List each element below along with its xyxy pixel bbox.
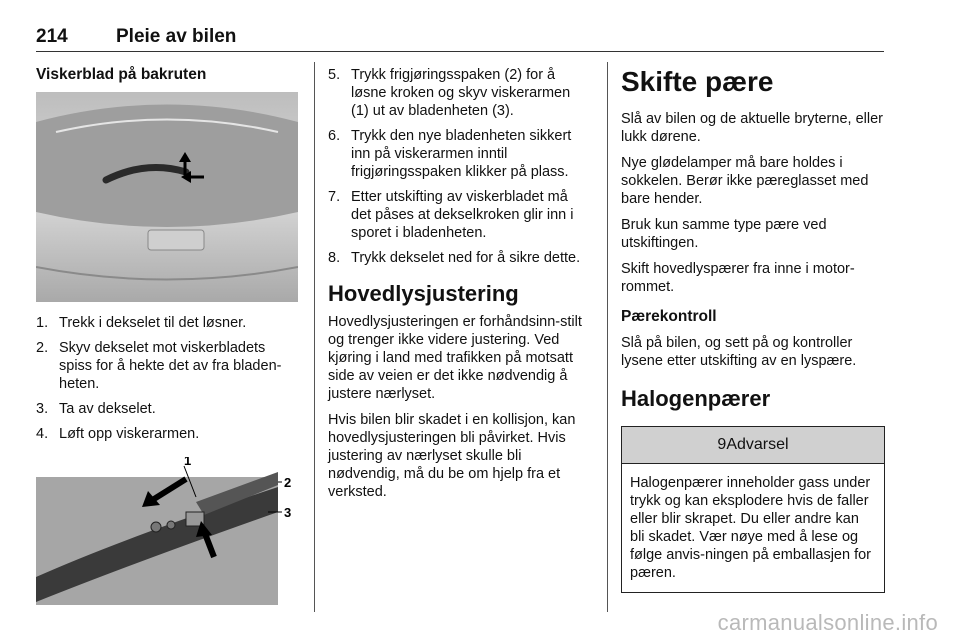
list-item: 3. Ta av dekselet. [36,401,156,417]
list-item: 2. Skyv dekselet mot viskerbladets spiss for å hekte det av fra bladen-heten. [36,340,282,392]
license-plate-recess [148,230,204,250]
paragraph: Slå på bilen, og sett på og kontroller lysene etter utskifting av en lyspære. [621,335,857,369]
paragraph: Slå av bilen og de aktuelle bryterne, eller lukk dørene. [621,111,883,145]
section-title-headlight-adjustment: Hovedlysjustering [328,281,519,306]
page-section-title: Skifte pære [621,66,774,97]
chapter-title: Pleie av bilen [116,26,237,47]
callout-2: 2 [284,475,292,490]
subheading-bulb-check: Pærekontroll [621,308,717,325]
watermark: carmanualsonline.info [717,610,938,635]
paragraph: Nye glødelamper må bare holdes i sokkelen. Berør ikke pæreglasset med bare hender. [621,155,869,207]
section-heading-rear-wiper: Viskerblad på bakruten [36,66,207,83]
list-item: 8. Trykk dekselet ned for å sikre dette. [328,250,581,266]
steps-list-2 [328,66,590,267]
wiper-arm-figure [36,457,298,607]
warning-title: Advarsel [726,436,789,453]
page-number: 214 [36,26,68,47]
paragraph: Hovedlysjusteringen er forhåndsinn-stilt og trenger ikke videre justering. Ved kjøring i land med trafikken på motsatt side av veien er det ikke nødvendig å justere nærlyset. [328,314,582,402]
column-divider-2 [607,62,608,612]
paragraph: Skift hovedlyspærer fra inne i motor-rommet. [621,261,855,295]
list-item: 7. Etter utskifting av viskerbladet må det påses at dekselkroken glir inn i sporet i bladenheten. [328,189,574,241]
warning-box [621,426,885,593]
section-title-halogen: Halogenpærer [621,386,771,411]
warning-header [622,427,884,464]
rear-window-figure [36,92,298,302]
page-header [36,26,884,54]
paragraph: Hvis bilen blir skadet i en kollisjon, kan hovedlysjusteringen bli påvirket. Hvis justering av nærlyset skulle bli nødvendig, må du be om hjelp fra et verksted. [328,412,576,500]
list-item: 5. Trykk frigjøringsspaken (2) for å løsne kroken og skyv viskerarmen (1) ut av bladenheten (3). [328,67,571,119]
list-item: 6. Trykk den nye bladenheten sikkert inn på viskerarmen inntil frigjøringsspaken klikker på plass. [328,128,572,180]
header-rule [36,51,884,52]
column-left [36,66,302,607]
callout-1: 1 [184,457,192,468]
warning-text: Halogenpærer inneholder gass under trykk og kan eksplodere hvis de faller eller blir skrapet. Du eller andre kan bli skadet. Vær nøye med å lese og følge anvis-ningen på emballasjen for pæren. [630,475,871,581]
list-item: 4. Løft opp viskerarmen. [36,426,200,442]
steps-list-1 [36,314,302,443]
list-item: 1. Trekk i dekselet til det løsner. [36,315,247,331]
column-middle [328,66,590,509]
column-divider-1 [314,62,315,612]
warning-icon: 9 [717,436,727,453]
column-right [621,66,885,593]
paragraph: Bruk kun samme type pære ved utskiftingen. [621,217,827,251]
callout-3: 3 [284,505,292,520]
